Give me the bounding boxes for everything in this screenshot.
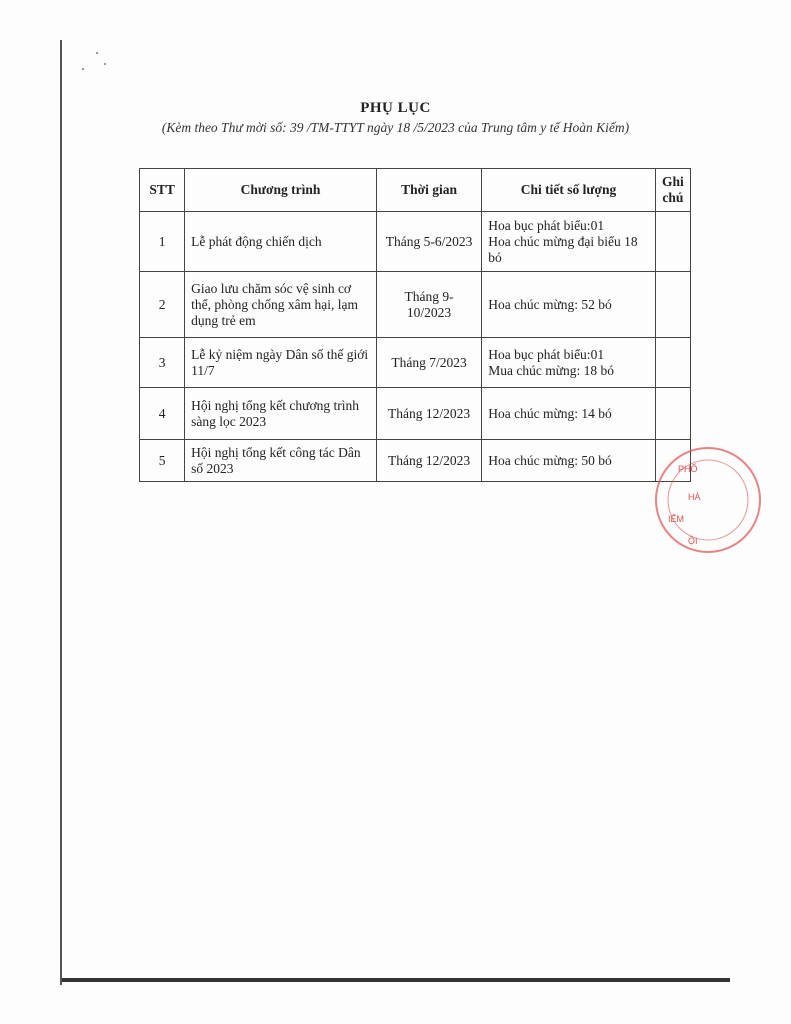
table-row xyxy=(140,440,691,482)
row-program: Giao lưu chăm sóc vệ sinh cơ thể, phòng chống xâm hại, lạm dụng trẻ em xyxy=(185,272,377,338)
header-time: Thời gian xyxy=(376,169,481,212)
scan-speck xyxy=(82,68,84,70)
row-details xyxy=(482,212,656,272)
row-details xyxy=(482,440,656,482)
header-note: Ghi chú xyxy=(655,169,690,212)
row-note xyxy=(655,338,690,388)
table-row xyxy=(140,338,691,388)
detail-line: Hoa chúc mừng đại biểu 18 bó xyxy=(488,233,638,265)
row-program: Hội nghị tổng kết công tác Dân số 2023 xyxy=(185,440,377,482)
stamp-text: IẾM xyxy=(668,514,685,524)
row-program: Lễ phát động chiến dịch xyxy=(185,212,377,272)
row-program: Hội nghị tổng kết chương trình sàng lọc 2023 xyxy=(185,388,377,440)
scan-speck xyxy=(96,52,98,54)
detail-line: Hoa chúc mừng: 50 bó xyxy=(488,452,612,468)
header-stt: STT xyxy=(140,169,185,212)
row-time: Tháng 9-10/2023 xyxy=(376,272,481,338)
stamp-text: PHỐ xyxy=(678,464,698,474)
header-program: Chương trình xyxy=(185,169,377,212)
detail-line: Hoa bục phát biểu:01 xyxy=(488,346,605,362)
red-stamp xyxy=(648,440,768,560)
page-subtitle: (Kèm theo Thư mời số: 39 /TM-TTYT ngày 18 /5/2023 của Trung tâm y tế Hoàn Kiếm) xyxy=(161,120,630,135)
table-header-row xyxy=(140,169,691,212)
row-details xyxy=(482,338,656,388)
row-time: Tháng 7/2023 xyxy=(376,338,481,388)
detail-line: Hoa chúc mừng: 14 bó xyxy=(488,405,612,421)
row-stt: 5 xyxy=(140,440,185,482)
scan-bottom-edge xyxy=(62,978,730,982)
row-stt: 2 xyxy=(140,272,185,338)
row-note xyxy=(655,388,690,440)
detail-line: Mua chúc mừng: 18 bó xyxy=(488,362,615,378)
header-details: Chi tiết số lượng xyxy=(482,169,656,212)
stamp-text: ỘI xyxy=(688,536,698,546)
scan-left-edge xyxy=(60,40,62,985)
row-stt: 1 xyxy=(140,212,185,272)
row-stt: 4 xyxy=(140,388,185,440)
scan-speck xyxy=(104,63,106,65)
row-stt: 3 xyxy=(140,338,185,388)
row-time: Tháng 12/2023 xyxy=(376,440,481,482)
detail-line: Hoa bục phát biểu:01 xyxy=(488,217,605,233)
row-note xyxy=(655,272,690,338)
row-program: Lễ kỷ niệm ngày Dân số thế giới 11/7 xyxy=(185,338,377,388)
row-details xyxy=(482,388,656,440)
stamp-text: HÀ xyxy=(688,492,701,502)
row-time: Tháng 5-6/2023 xyxy=(376,212,481,272)
row-time: Tháng 12/2023 xyxy=(376,388,481,440)
row-note xyxy=(655,212,690,272)
detail-line: Hoa chúc mừng: 52 bó xyxy=(488,296,612,312)
table-row xyxy=(140,388,691,440)
table-row xyxy=(140,212,691,272)
page-title: PHỤ LỤC xyxy=(360,100,431,116)
table-row xyxy=(140,272,691,338)
appendix-table xyxy=(139,168,691,482)
row-details xyxy=(482,272,656,338)
